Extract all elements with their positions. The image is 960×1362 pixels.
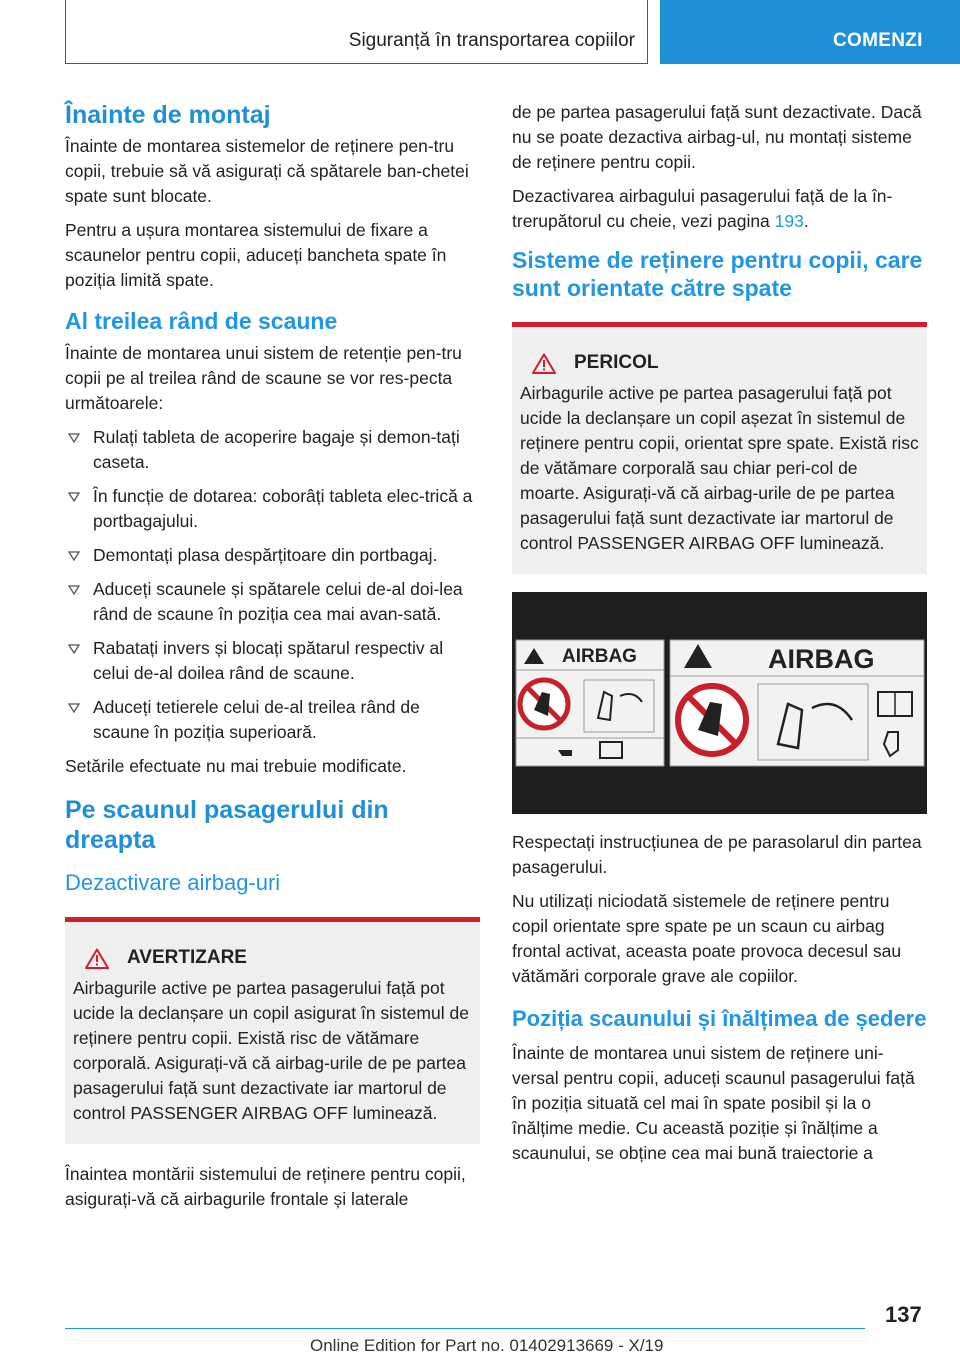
paragraph: Înainte de montarea sistemelor de reținere pen-tru copii, trebuie să vă asigurați că spătarele ban-chetei spate sunt blocate. bbox=[65, 136, 469, 206]
list-item: Rulați tableta de acoperire bagaje și demon-tați caseta. bbox=[65, 425, 480, 475]
page-link[interactable]: 193 bbox=[774, 211, 804, 231]
heading-third-row: Al treilea rând de scaune bbox=[65, 308, 338, 334]
triangle-bullet-icon bbox=[68, 492, 80, 502]
left-column bbox=[65, 100, 480, 1221]
triangle-bullet-icon bbox=[68, 433, 80, 443]
paragraph: Setările efectuate nu mai trebuie modificate. bbox=[65, 756, 407, 776]
triangle-bullet-icon bbox=[68, 551, 80, 561]
heading-seat-position: Poziția scaunului și înălțimea de ședere bbox=[512, 1006, 927, 1031]
danger-box bbox=[512, 322, 927, 574]
warning-title: AVERTIZARE bbox=[127, 947, 247, 968]
paragraph: Pentru a ușura montarea sistemului de fixare a scaunelor pentru copii, aduceți bancheta spate în poziția limită spate. bbox=[65, 220, 447, 290]
danger-title: PERICOL bbox=[574, 352, 659, 373]
page-number: 137 bbox=[885, 1302, 922, 1327]
list-item: Demontați plasa despărțitoare din portbagaj. bbox=[65, 543, 480, 568]
airbag-label-illustration bbox=[512, 592, 927, 814]
triangle-bullet-icon bbox=[68, 644, 80, 654]
paragraph: Dezactivarea airbagului pasagerului față de la în-trerupătorul cu cheie, vezi pagina 193. bbox=[512, 186, 893, 231]
heading-passenger-seat: Pe scaunul pasagerului din dreapta bbox=[65, 796, 389, 854]
step-list bbox=[65, 425, 480, 745]
warning-triangle-icon bbox=[532, 353, 556, 374]
list-item: Rabatați invers și blocați spătarul respectiv al celui de-al doilea rând de scaune. bbox=[65, 636, 480, 686]
header-section-title: Siguranță în transportarea copiilor bbox=[348, 30, 635, 51]
airbag-label-small-text: AIRBAG bbox=[562, 646, 637, 667]
list-item: În funcție de dotarea: coborâți tableta elec-trică a portbagajului. bbox=[65, 484, 480, 534]
paragraph: de pe partea pasagerului față sunt dezactivate. Dacă nu se poate dezactiva airbag-ul, nu montați sisteme de reținere pentru copii. bbox=[512, 102, 922, 172]
paragraph: Înainte de montarea unui sistem de retenție pen-tru copii pe al treilea rând de scaune se vor res-pecta următoarele: bbox=[65, 343, 462, 413]
heading-rear-facing: Sisteme de reținere pentru copii, care sunt orientate către spate bbox=[512, 247, 923, 301]
paragraph: Nu utilizați niciodată sistemele de reținere pentru copil orientate spre spate pe un scaun cu airbag frontal activat, aceasta poate provoca decesul sau vătămări corporale grave ale copiilor. bbox=[512, 891, 902, 986]
danger-text: Airbagurile active pe partea pasagerului față pot ucide la declanșare un copil așezat în sistemul de reținere pentru copii, orientat spre spate. Există risc de vătămare corporală sau chiar peri-col de moarte. Asigurați-vă că airbag-urile de pe partea pasagerului față sunt dezactivate iar martorul de control PASSENGER AIRBAG OFF luminează. bbox=[520, 383, 919, 553]
header-chapter-label: COMENZI bbox=[833, 30, 923, 51]
warning-triangle-icon bbox=[85, 948, 109, 969]
heading-airbag-deactivation: Dezactivare airbag-uri bbox=[65, 870, 281, 895]
triangle-bullet-icon bbox=[68, 703, 80, 713]
footer-divider bbox=[65, 1328, 865, 1329]
warning-text: Airbagurile active pe partea pasagerului față pot ucide la declanșare un copil asigurat în sistemul de reținere pentru copii. Există risc de vătămare corporală. Asigurați-vă că airbag-urile de pe partea pasagerului față sunt dezactivate iar martorul de control PASSENGER AIRBAG OFF luminează. bbox=[73, 978, 469, 1123]
triangle-bullet-icon bbox=[68, 585, 80, 595]
paragraph: Înainte de montarea unui sistem de reținere uni-versal pentru copii, aduceți scaunul pasagerului față în poziția situată cel mai în spate posibil și la o înălțime medie. Cu această poziție și înălțime a scaunului, se obține cea mai bună traiectorie a bbox=[512, 1043, 915, 1163]
footer-edition: Online Edition for Part no. 01402913669 - X/19 bbox=[310, 1336, 664, 1355]
list-item: Aduceți scaunele și spătarele celui de-al doi-lea rând de scaune în poziția cea mai avan-sată. bbox=[65, 577, 480, 627]
right-column bbox=[512, 100, 927, 1175]
airbag-label-photo bbox=[512, 592, 927, 814]
header-section-box bbox=[65, 0, 648, 64]
paragraph: Înaintea montării sistemului de reținere pentru copii, asigurați-vă că airbagurile frontale și laterale bbox=[65, 1164, 466, 1209]
airbag-label-large-text: AIRBAG bbox=[768, 644, 875, 674]
header-chapter-tab[interactable] bbox=[660, 0, 960, 64]
list-item: Aduceți tetierele celui de-al treilea rând de scaune în poziția superioară. bbox=[65, 695, 480, 745]
warning-box bbox=[65, 917, 480, 1144]
heading-before-mounting: Înainte de montaj bbox=[65, 101, 271, 129]
paragraph: Respectați instrucțiunea de pe parasolarul din partea pasagerului. bbox=[512, 832, 922, 877]
